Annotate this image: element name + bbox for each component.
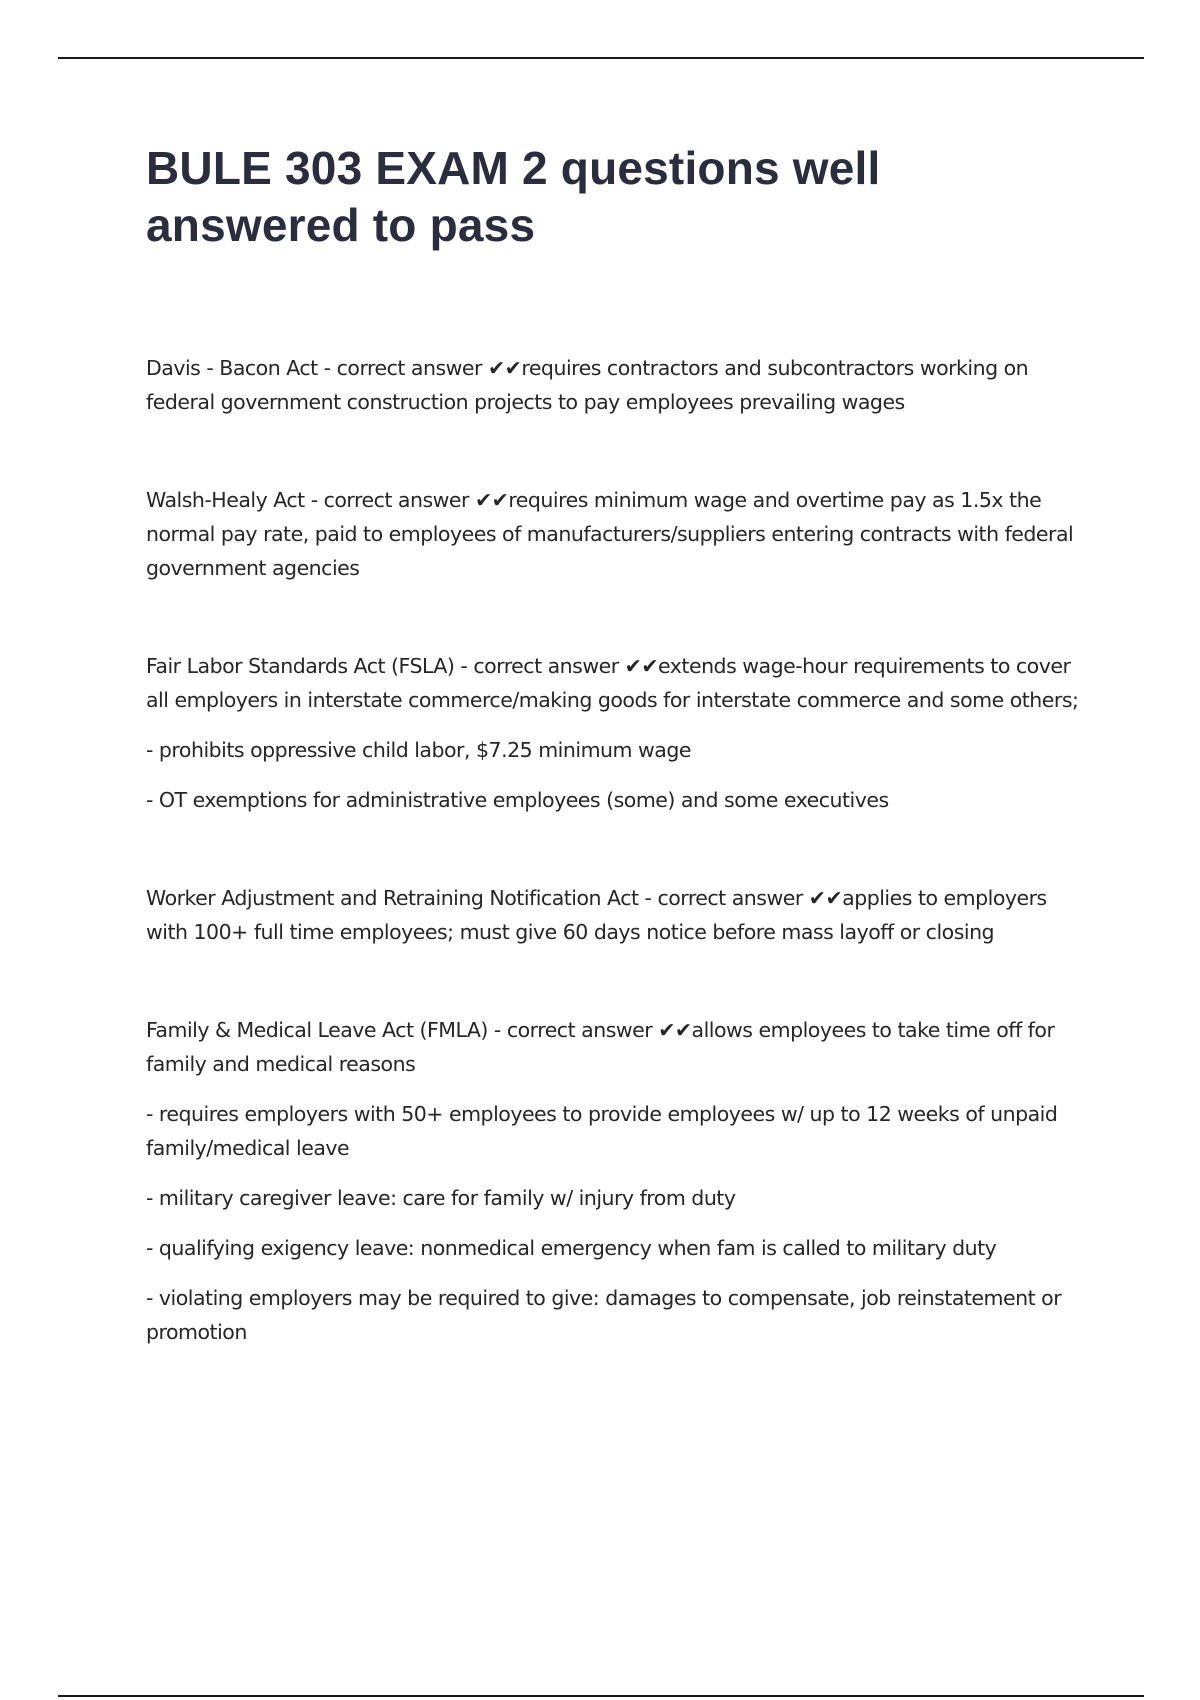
entry-bullet: - requires employers with 50+ employees to provide employees w/ up to 12 weeks of unpaid family/medical leave [146, 1102, 1058, 1160]
qa-entry-walsh-healy [146, 483, 1086, 585]
qa-entry-warn-act [146, 881, 1086, 949]
entry-text: Davis - Bacon Act - correct answer ✔✔requires contractors and subcontractors working on federal government construction projects to pay employees prevailing wages [146, 356, 1029, 414]
entry-bullet: - qualifying exigency leave: nonmedical emergency when fam is called to military duty [146, 1236, 997, 1260]
entry-text: Family & Medical Leave Act (FMLA) - correct answer ✔✔allows employees to take time off for family and medical reasons [146, 1018, 1055, 1076]
entry-text: Fair Labor Standards Act (FSLA) - correct answer ✔✔extends wage-hour requirements to cover all employers in interstate commerce/making goods for interstate commerce and some others; [146, 654, 1079, 712]
entry-text: Worker Adjustment and Retraining Notification Act - correct answer ✔✔applies to employers with 100+ full time employees; must give 60 days notice before mass layoff or closing [146, 886, 1047, 944]
entry-text: Walsh-Healy Act - correct answer ✔✔requires minimum wage and overtime pay as 1.5x the normal pay rate, paid to employees of manufacturers/suppliers entering contracts with federal government agencies [146, 488, 1074, 580]
bottom-divider [58, 1695, 1144, 1697]
entry-bullet: - prohibits oppressive child labor, $7.25 minimum wage [146, 738, 691, 762]
page-title: BULE 303 EXAM 2 questions well answered to pass [146, 142, 881, 251]
qa-list [146, 351, 1086, 1349]
entry-bullet: - OT exemptions for administrative employees (some) and some executives [146, 788, 889, 812]
qa-entry-fmla [146, 1013, 1086, 1349]
entry-bullet: - military caregiver leave: care for family w/ injury from duty [146, 1186, 736, 1210]
top-divider [58, 57, 1144, 59]
entry-bullet: - violating employers may be required to give: damages to compensate, job reinstatement or promotion [146, 1286, 1062, 1344]
document-body [146, 140, 1086, 1413]
qa-entry-flsa [146, 649, 1086, 817]
qa-entry-davis-bacon [146, 351, 1086, 419]
